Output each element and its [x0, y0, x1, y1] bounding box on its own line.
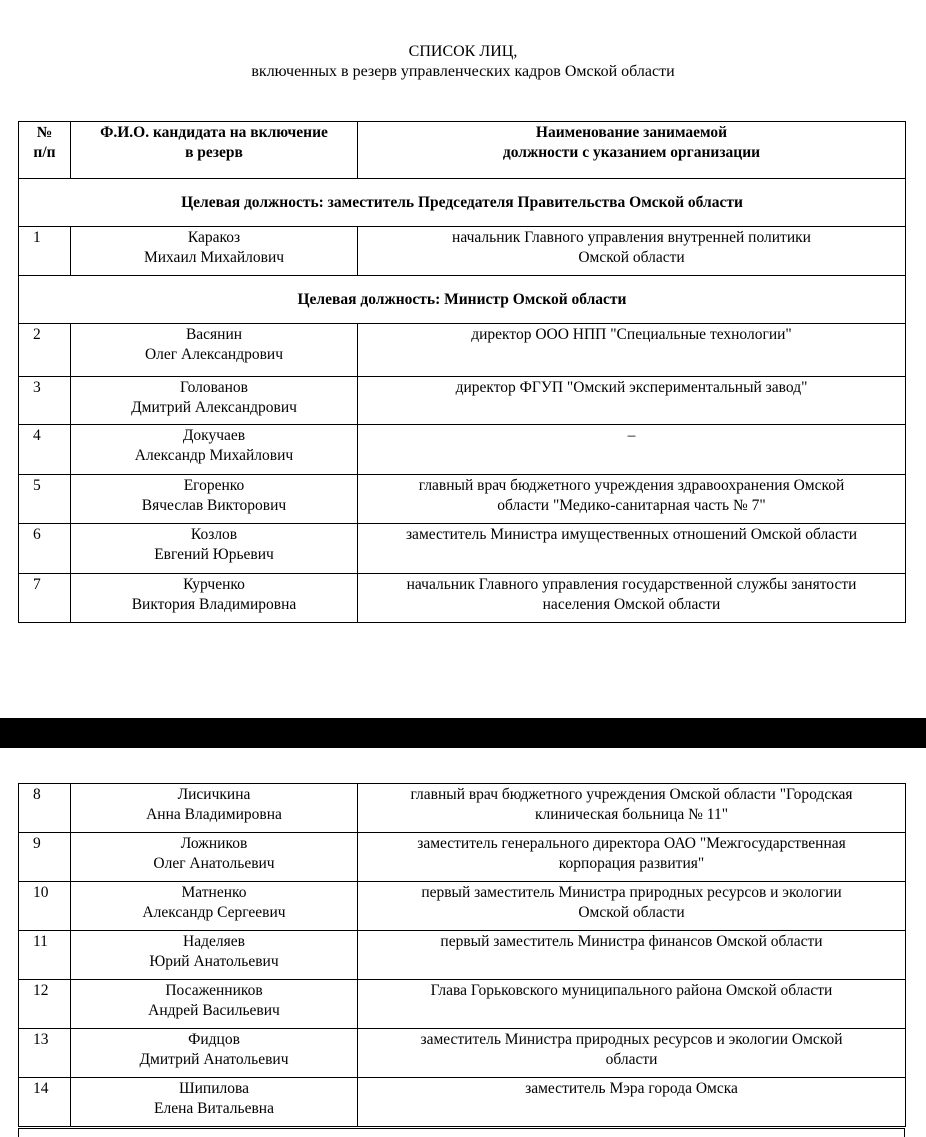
section-row — [19, 276, 906, 324]
table-row — [19, 882, 906, 931]
table-row — [19, 931, 906, 980]
section-title: Целевая должность: Министр Омской области — [19, 276, 906, 324]
current-position: заместитель Министра природных ресурсов и экологии Омской области — [358, 1029, 906, 1078]
current-position: заместитель Министра имущественных отношений Омской области — [358, 524, 906, 574]
current-position: директор ООО НПП "Специальные технологии" — [358, 324, 906, 377]
table-row-cut-off — [18, 1128, 905, 1137]
candidate-name: Курченко Виктория Владимировна — [71, 574, 358, 623]
candidate-name: Козлов Евгений Юрьевич — [71, 524, 358, 574]
section-row — [19, 179, 906, 227]
table-row — [19, 833, 906, 882]
table-header-row — [19, 122, 906, 179]
candidate-name: Матненко Александр Сергеевич — [71, 882, 358, 931]
table-row — [19, 227, 906, 276]
table-row — [19, 1078, 906, 1127]
row-number: 6 — [19, 524, 71, 574]
current-position: заместитель Мэра города Омска — [358, 1078, 906, 1127]
candidate-name: Каракоз Михаил Михайлович — [71, 227, 358, 276]
row-number: 4 — [19, 425, 71, 475]
candidate-name: Наделяев Юрий Анатольевич — [71, 931, 358, 980]
row-number: 11 — [19, 931, 71, 980]
row-number: 7 — [19, 574, 71, 623]
row-number: 12 — [19, 980, 71, 1029]
current-position: начальник Главного управления внутренней политики Омской области — [358, 227, 906, 276]
table-row — [19, 574, 906, 623]
candidate-name: Лисичкина Анна Владимировна — [71, 784, 358, 833]
row-number: 1 — [19, 227, 71, 276]
current-position: начальник Главного управления государственной службы занятости населения Омской области — [358, 574, 906, 623]
table-row — [19, 980, 906, 1029]
header-position: Наименование занимаемой должности с указанием организации — [358, 122, 906, 179]
row-number: 9 — [19, 833, 71, 882]
section-title: Целевая должность: заместитель Председателя Правительства Омской области — [19, 179, 906, 227]
candidate-name: Посаженников Андрей Васильевич — [71, 980, 358, 1029]
reserve-table-page2 — [18, 783, 906, 1127]
table-row — [19, 1029, 906, 1078]
document-title — [0, 42, 926, 82]
row-number: 5 — [19, 475, 71, 524]
table-row — [19, 784, 906, 833]
document-title-line1: СПИСОК ЛИЦ, — [408, 43, 518, 60]
table-row — [19, 524, 906, 574]
candidate-name: Фидцов Дмитрий Анатольевич — [71, 1029, 358, 1078]
row-number: 3 — [19, 377, 71, 425]
table-row — [19, 475, 906, 524]
current-position: – — [358, 425, 906, 475]
table-row — [19, 377, 906, 425]
page-break-band — [0, 718, 926, 748]
row-number: 13 — [19, 1029, 71, 1078]
current-position: Глава Горьковского муниципального района Омской области — [358, 980, 906, 1029]
candidate-name: Докучаев Александр Михайлович — [71, 425, 358, 475]
header-name: Ф.И.О. кандидата на включение в резерв — [71, 122, 358, 179]
current-position: главный врач бюджетного учреждения Омской области "Городская клиническая больница № 11" — [358, 784, 906, 833]
row-number: 14 — [19, 1078, 71, 1127]
row-number: 8 — [19, 784, 71, 833]
document-title-line2: включенных в резерв управленческих кадров Омской области — [251, 63, 675, 80]
table-row — [19, 425, 906, 475]
current-position: главный врач бюджетного учреждения здравоохранения Омской области "Медико-санитарная часть № 7" — [358, 475, 906, 524]
candidate-name: Васянин Олег Александрович — [71, 324, 358, 377]
candidate-name: Голованов Дмитрий Александрович — [71, 377, 358, 425]
table-row — [19, 324, 906, 377]
current-position: первый заместитель Министра финансов Омской области — [358, 931, 906, 980]
candidate-name: Ложников Олег Анатольевич — [71, 833, 358, 882]
row-number: 10 — [19, 882, 71, 931]
header-num: № п/п — [19, 122, 71, 179]
current-position: первый заместитель Министра природных ресурсов и экологии Омской области — [358, 882, 906, 931]
candidate-name: Шипилова Елена Витальевна — [71, 1078, 358, 1127]
current-position: директор ФГУП "Омский экспериментальный завод" — [358, 377, 906, 425]
current-position: заместитель генерального директора ОАО "Межгосударственная корпорация развития" — [358, 833, 906, 882]
reserve-table-page1 — [18, 121, 906, 623]
candidate-name: Егоренко Вячеслав Викторович — [71, 475, 358, 524]
row-number: 2 — [19, 324, 71, 377]
